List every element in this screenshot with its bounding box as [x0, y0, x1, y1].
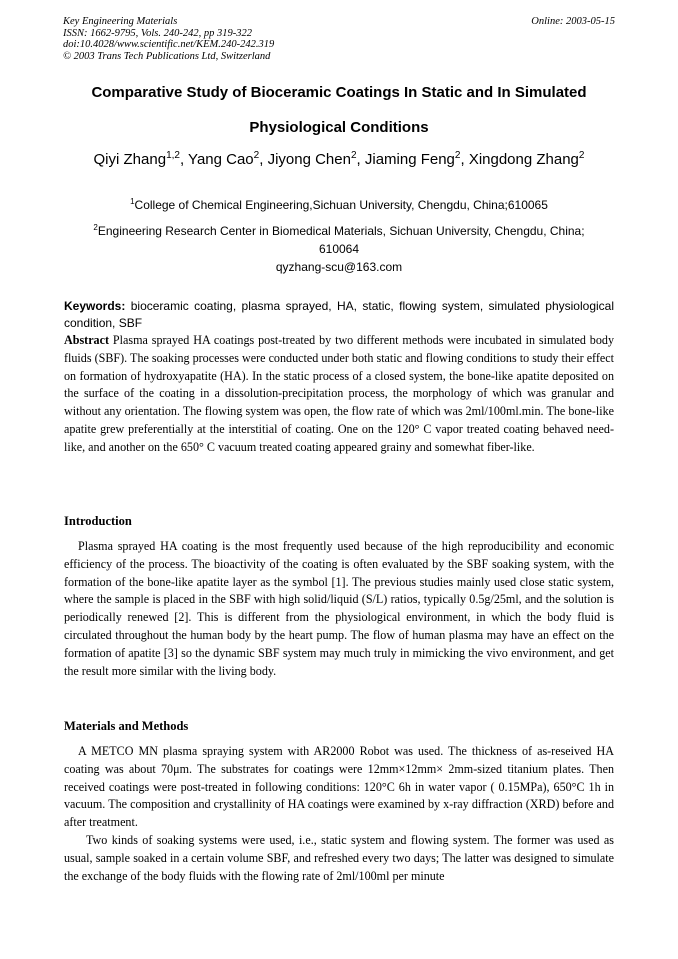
affiliation-1	[40, 196, 638, 215]
author-separator: ,	[460, 151, 469, 168]
affiliation-2-postcode: 610064	[318, 242, 360, 256]
journal-copyright: © 2003 Trans Tech Publications Ltd, Switzerland	[63, 50, 271, 62]
online-date: Online: 2003-05-15	[531, 16, 615, 27]
abstract	[64, 332, 614, 457]
keywords	[64, 298, 614, 332]
author-name: Yang Cao	[188, 151, 254, 168]
abstract-label: Abstract	[64, 333, 110, 347]
author-separator: ,	[259, 151, 268, 168]
affiliation-2	[40, 222, 638, 241]
author-affiliation-mark: 1,2	[166, 150, 180, 161]
paper-title-line-2: Physiological Conditions	[249, 119, 429, 136]
author-name: Xingdong Zhang	[468, 151, 579, 168]
paper-title-line-1: Comparative Study of Bioceramic Coatings In Static and In Simulated	[91, 84, 587, 101]
journal-doi: doi:10.4028/www.scientific.net/KEM.240-242.319	[63, 39, 275, 50]
journal-issn: ISSN: 1662-9795, Vols. 240-242, pp 319-322	[63, 27, 252, 39]
author-name: Jiaming Feng	[364, 151, 455, 168]
journal-header	[63, 16, 615, 62]
introduction-heading: Introduction	[64, 514, 132, 528]
methods-body	[64, 743, 614, 885]
affiliation-2-text: Engineering Research Center in Biomedical Materials, Sichuan University, Chengdu, China;	[97, 224, 585, 238]
author-affiliation-mark: 2	[578, 150, 585, 161]
introduction-paragraph: Plasma sprayed HA coating is the most frequently used because of the high reproducibility and economic efficiency of the process. The bioactivity of the coating is often evaluated by the SBF soaking system, with the formation of the bone-like apatite layer as the symbol [1]. The previous studies mainly used close static system, where the sample is placed in the SBF with high solid/liquid (S/L) ratios, typically 0.5g/25ml, and the solution is periodically renewed [2]. This is different from the physiological environment, in which the body fluid is circulated throughout the human body by the heart pump. The flow of human plasma may have an effect on the formation of apatite [3] so the dynamic SBF system may much truly in mimicking the vivo environment, and get the result more similar with the living body.	[64, 539, 614, 678]
author-separator: ,	[356, 151, 365, 168]
author-name: Jiyong Chen	[267, 151, 351, 168]
author-affiliation-mark: 2	[350, 150, 357, 161]
affiliation-2-mark: 2	[93, 223, 98, 232]
methods-paragraph-1: A METCO MN plasma spraying system with AR2000 Robot was used. The thickness of as-reseived HA coating was about 70μm. The substrates for coatings were 12mm×12mm× 2mm-sized titanium plates. Then received coatings were post-treated in following conditions: 120°C 6h in water vapor ( 0.15MPa), 650°C 1h in vacuum. The composition and crystallinity of HA coatings were examined by x-ray diffraction (XRD) before and after treatment.	[64, 744, 614, 830]
author-affiliation-mark: 2	[454, 150, 461, 161]
author-separator: ,	[179, 151, 189, 168]
author-list	[40, 151, 638, 169]
keywords-label: Keywords:	[64, 299, 126, 313]
abstract-text: Plasma sprayed HA coatings post-treated by two different methods were incubated in simulated body fluids (SBF). The soaking processes were conducted under both static and flowing conditions to study their effect on formation of hydroxyapatite (HA). In the static process of a closed system, the bone-like apatite deposited on the surface of the coating in a dissolution-precipitation process, the morphology of which was granular and without any orientation. The flowing system was open, the flow rate of which was 2ml/100ml.min. The bone-like apatite grew preferentially at the interstitial of coating. One on the 120° C vapor treated coating behaved need-like, and another on the 650° C vacuum treated coating appeared grainy and somewhat fiber-like.	[64, 333, 614, 454]
introduction-body	[64, 538, 614, 680]
affiliation-1-text: College of Chemical Engineering,Sichuan University, Chengdu, China;610065	[134, 198, 548, 212]
methods-heading: Materials and Methods	[64, 719, 189, 733]
journal-name: Key Engineering Materials	[63, 16, 178, 27]
author-name: Qiyi Zhang	[93, 151, 167, 168]
author-email: qyzhang-scu@163.com	[275, 260, 403, 274]
methods-paragraph-2: Two kinds of soaking systems were used, i.e., static system and flowing system. The former was used as usual, sample soaked in a certain volume SBF, and refreshed every two days; The latter was designed to simulate the exchange of the body fluids with the flowing rate of 2ml/100ml per minute	[64, 832, 614, 883]
keywords-text: bioceramic coating, plasma sprayed, HA, static, flowing system, simulated physiological condition, SBF	[64, 299, 614, 330]
affiliation-1-mark: 1	[130, 197, 135, 206]
author-affiliation-mark: 2	[253, 150, 260, 161]
